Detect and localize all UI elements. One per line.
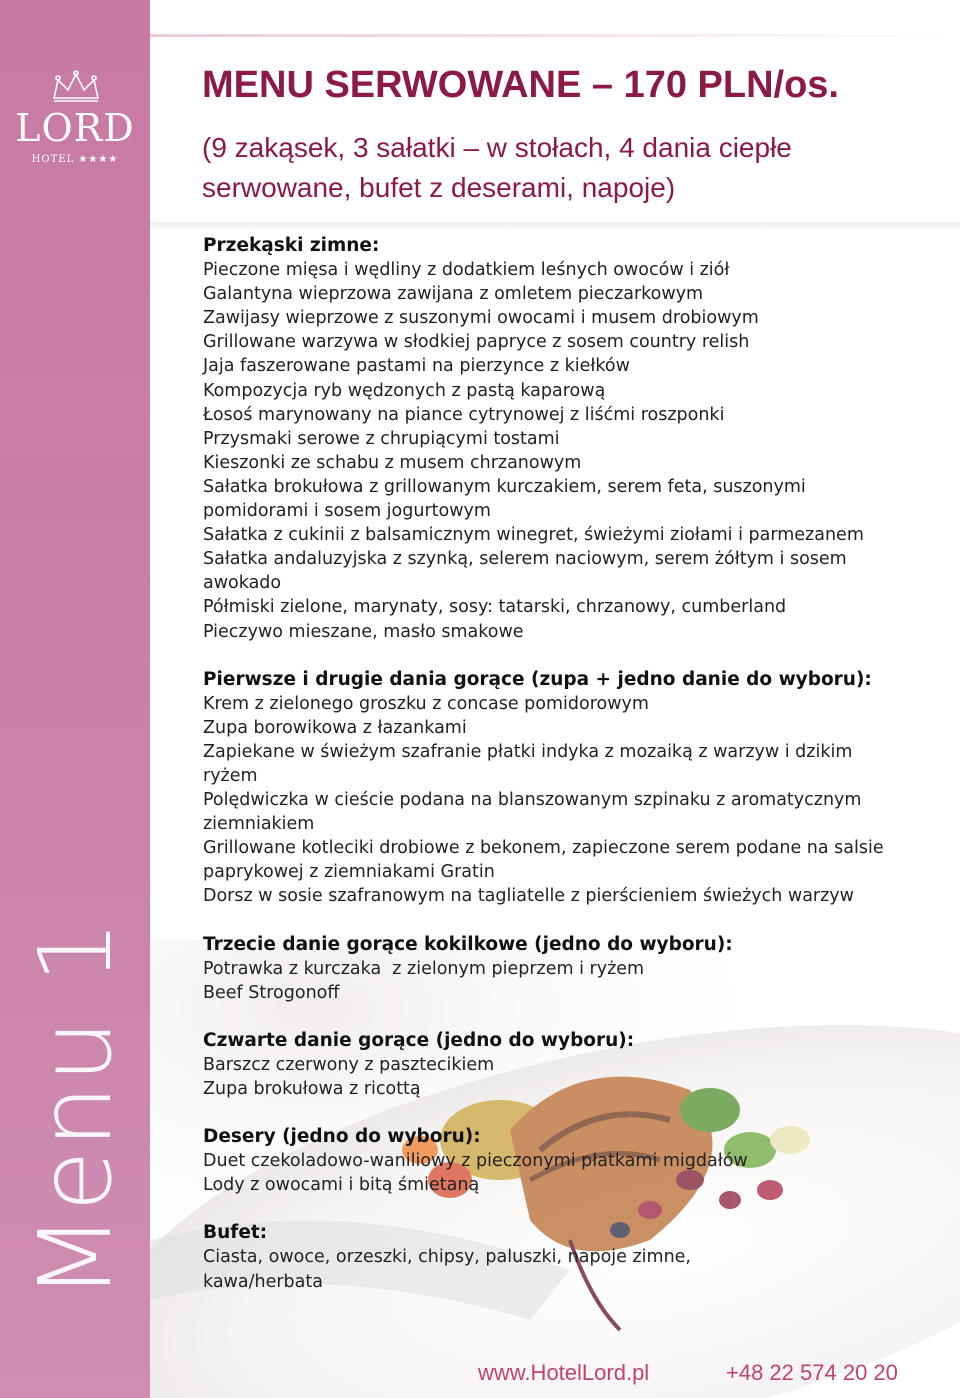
- hotel-logo: [0, 62, 150, 172]
- section-heading: Przekąski zimne:: [203, 235, 380, 256]
- section-first-second-courses: [203, 668, 903, 909]
- menu-item: Lody z owocami i bitą śmietaną: [203, 1175, 480, 1196]
- logo-hotel-stars: HOTEL ★★★★: [31, 154, 119, 165]
- menu-item: Grillowane warzywa w słodkiej papryce z sosem country relish: [203, 332, 750, 353]
- menu-item: Zupa borowikowa z łazankami: [203, 717, 467, 738]
- website-link[interactable]: www.HotelLord.pl: [478, 1360, 650, 1385]
- section-heading: Desery (jedno do wyboru):: [203, 1126, 481, 1148]
- menu-item: Zupa brokułowa z ricottą: [203, 1079, 421, 1099]
- section-desserts: [203, 1125, 903, 1197]
- page-subtitle: (9 zakąsek, 3 sałatki – w stołach, 4 dania ciepłe serwowane, bufet z deserami, napoje): [202, 132, 792, 203]
- menu-item: Przysmaki serowe z chrupiącymi tostami: [203, 428, 560, 449]
- section-heading: Trzecie danie gorące kokilkowe (jedno do wyboru):: [203, 933, 733, 955]
- menu-item: Pieczywo mieszane, masło smakowe: [203, 621, 524, 642]
- header-accent-line: [150, 34, 960, 37]
- section-cold-appetizers: [203, 234, 903, 644]
- menu-item: Ciasta, owoce, orzeszki, chipsy, paluszki, napoje zimne, kawa/herbata: [203, 1247, 691, 1292]
- vertical-menu-label: Menu 1: [17, 918, 134, 1300]
- menu-item: Galantyna wieprzowa zawijana z omletem pieczarkowym: [203, 284, 704, 305]
- menu-item: Sałatka brokułowa z grillowanym kurczakiem, serem feta, suszonymi pomidorami i sosem jogurtowym: [203, 476, 806, 522]
- menu-item: Półmiski zielone, marynaty, sosy: tatarski, chrzanowy, cumberland: [203, 597, 787, 618]
- menu-item: Duet czekoladowo-waniliowy z pieczonymi płatkami migdałów: [203, 1151, 748, 1172]
- menu-item: Dorsz w sosie szafranowym na tagliatelle z pierścieniem świeżych warzyw: [203, 886, 854, 907]
- crown-icon: [48, 70, 104, 104]
- phone-number[interactable]: +48 22 574 20 20: [726, 1360, 898, 1385]
- footer: [478, 1360, 938, 1390]
- menu-item: Sałatka andaluzyjska z szynką, selerem naciowym, serem żółtym i sosem awokado: [203, 549, 847, 594]
- page-title: MENU SERWOWANE – 170 PLN/os.: [202, 64, 839, 106]
- section-heading: Bufet:: [203, 1222, 268, 1244]
- logo-wordmark: LORD: [15, 106, 135, 150]
- menu-item: Grillowane kotleciki drobiowe z bekonem, zapieczone serem podane na salsie paprykowej z ziemniakami Gratin: [203, 838, 884, 883]
- menu-item: Krem z zielonego groszku z concase pomidorowym: [203, 693, 649, 714]
- section-heading: Pierwsze i drugie dania gorące (zupa + jedno danie do wyboru):: [203, 668, 872, 690]
- menu-item: Zapiekane w świeżym szafranie płatki indyka z mozaiką z warzyw i dzikim ryżem: [203, 741, 853, 786]
- sidebar: [0, 0, 150, 1398]
- section-buffet: [203, 1221, 903, 1293]
- menu-item: Zawijasy wieprzowe z suszonymi owocami i musem drobiowym: [203, 308, 759, 329]
- menu-item: Kompozycja ryb wędzonych z pastą kaparową: [203, 380, 606, 401]
- section-third-course: [203, 933, 903, 1005]
- menu-item: Barszcz czerwony z pasztecikiem: [203, 1054, 495, 1075]
- menu-item: Sałatka z cukinii z balsamicznym winegret, świeżymi ziołami i parmezanem: [203, 525, 864, 546]
- header-divider: [150, 222, 960, 230]
- section-heading: Czwarte danie gorące (jedno do wyboru):: [203, 1029, 635, 1051]
- section-fourth-course: [203, 1029, 903, 1101]
- menu-item: Kieszonki ze schabu z musem chrzanowym: [203, 452, 582, 473]
- menu-item: Jaja faszerowane pastami na pierzynce z kiełków: [203, 356, 630, 377]
- menu-item: Pieczone mięsa i wędliny z dodatkiem leśnych owoców i ziół: [203, 260, 730, 281]
- menu-item: Beef Strogonoff: [203, 982, 340, 1003]
- menu-item: Polędwiczka w cieście podana na blanszowanym szpinaku z aromatycznym ziemniakiem: [203, 790, 862, 835]
- menu-item: Potrawka z kurczaka z zielonym pieprzem i ryżem: [203, 958, 645, 979]
- menu-item: Łosoś marynowany na piance cytrynowej z liśćmi roszponki: [203, 404, 725, 425]
- menu-content: [203, 234, 903, 1294]
